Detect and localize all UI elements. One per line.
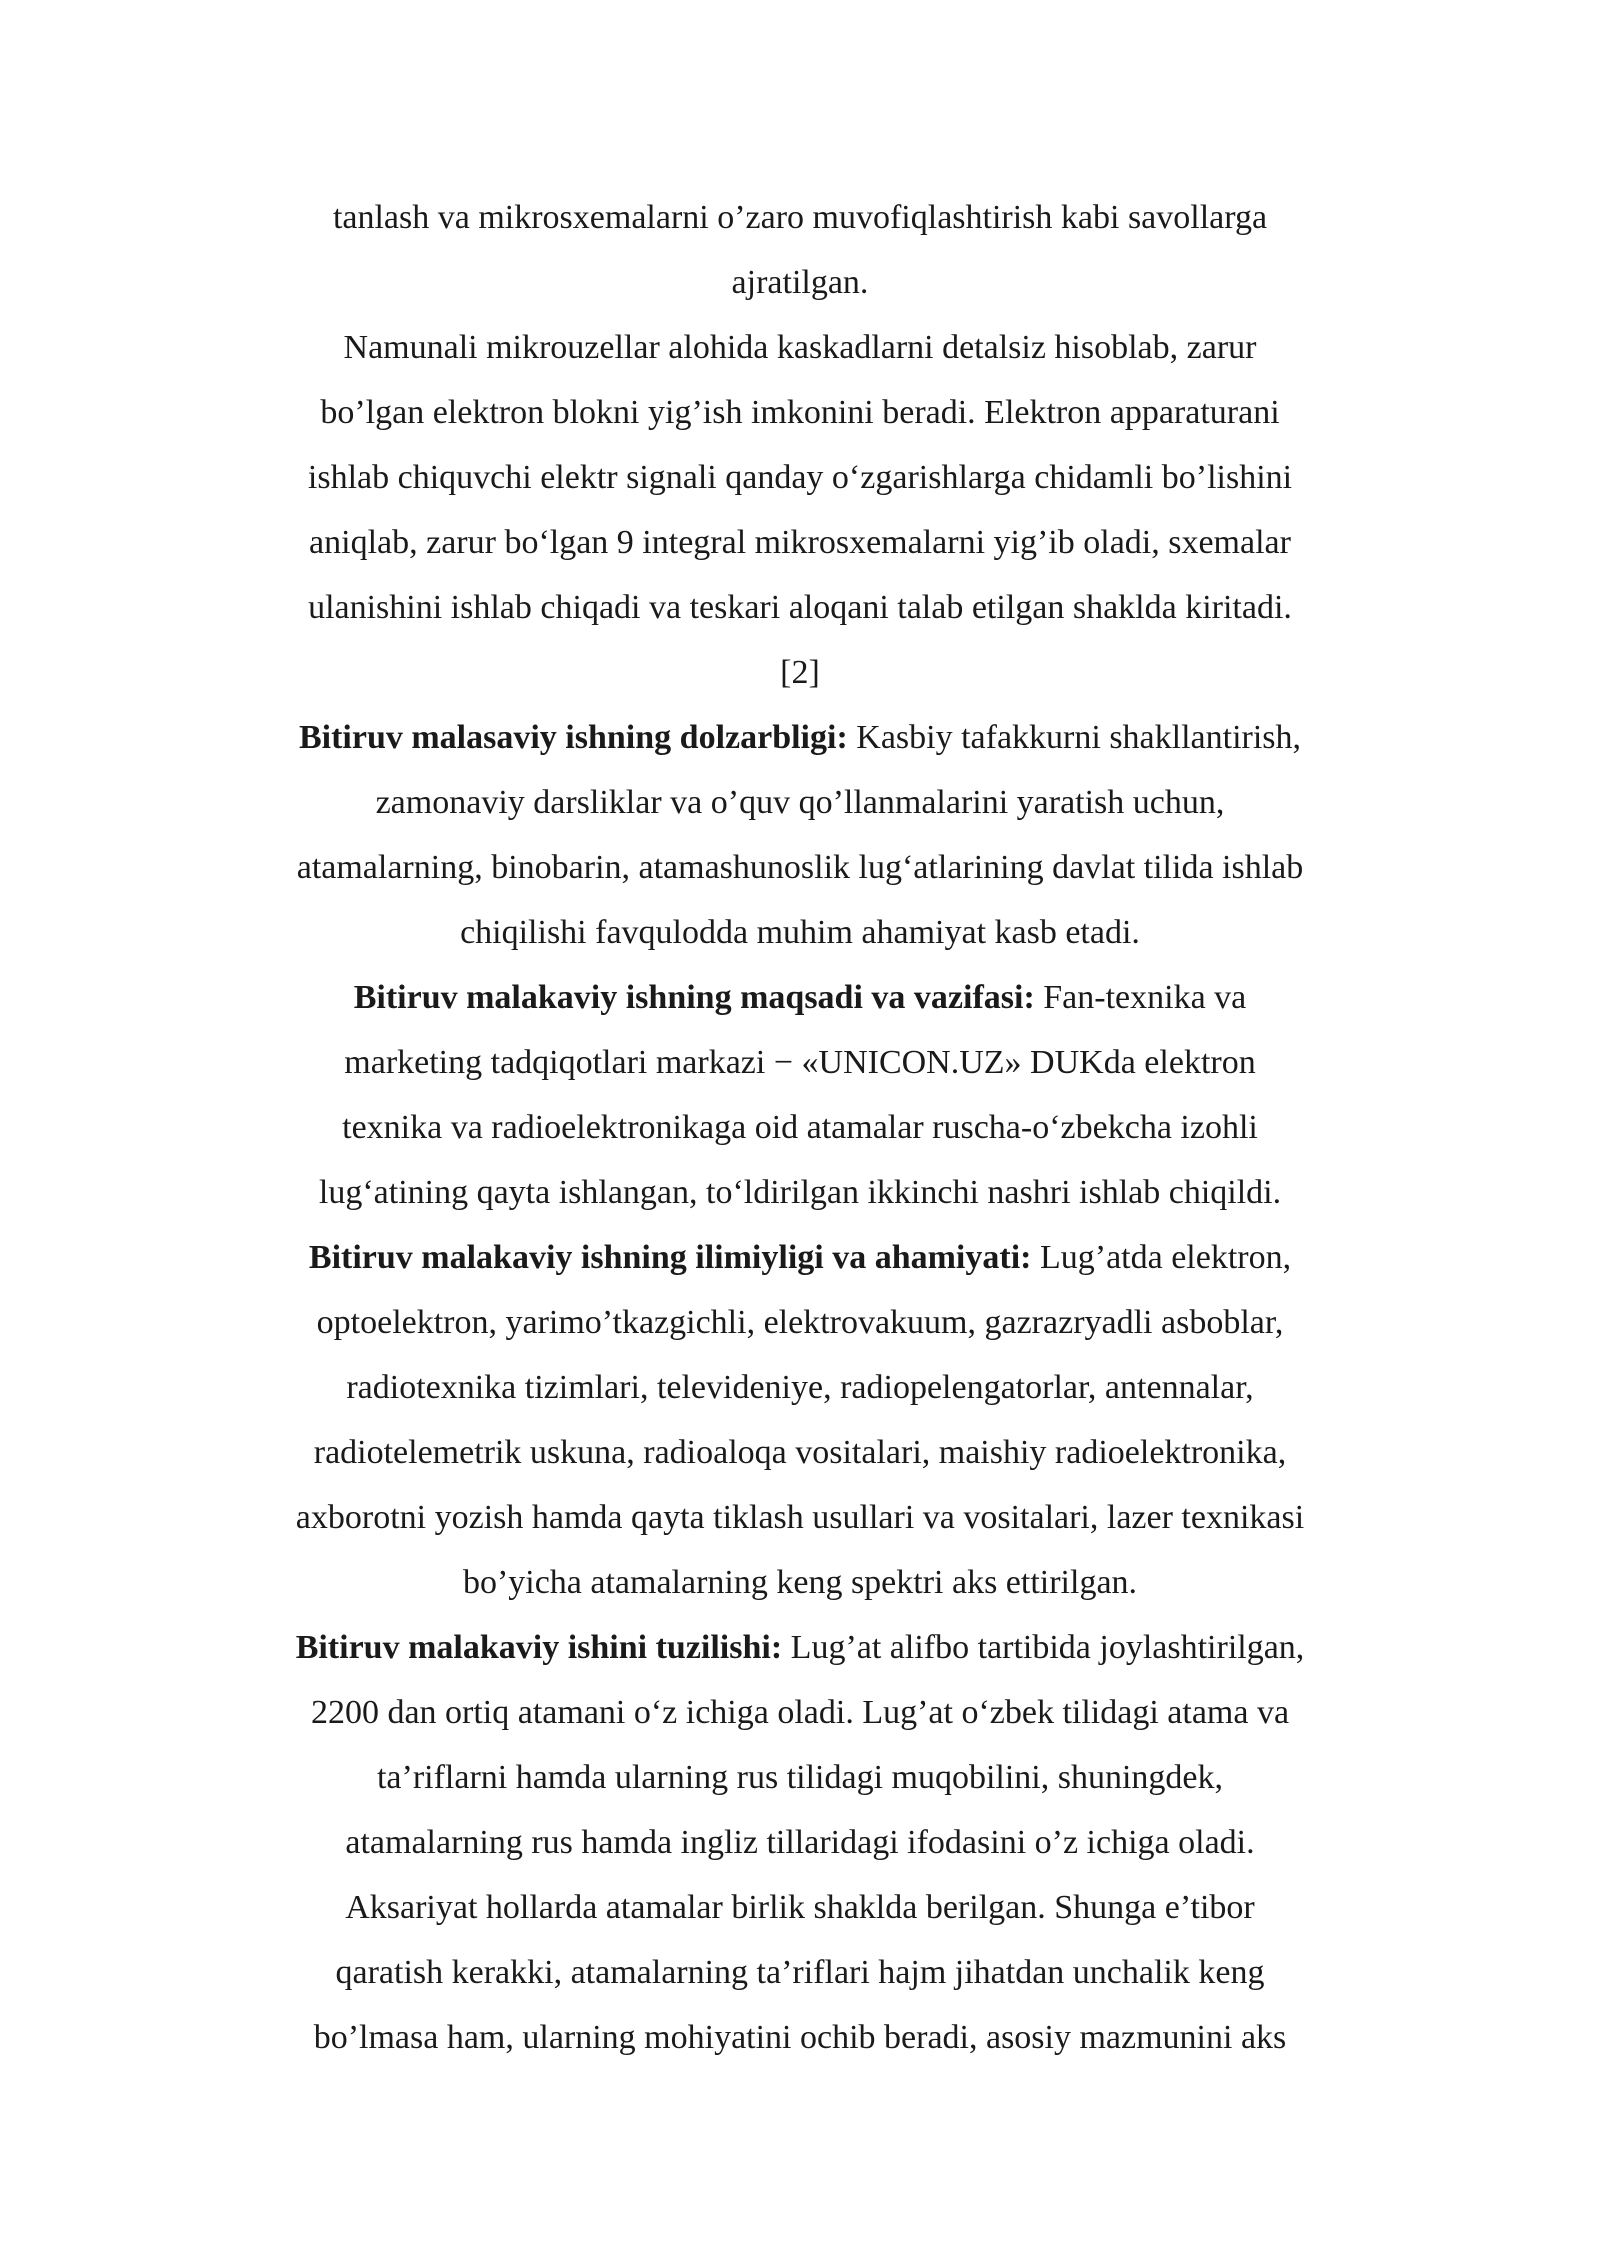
section-heading: Bitiruv malakaviy ishning ilimiyligi va ahamiyati:: [308, 1239, 1032, 1276]
section-heading: Bitiruv malakaviy ishning maqsadi va vazifasi:: [353, 979, 1035, 1016]
text-line: Namunali mikrouzellar alohida kaskadlarni detalsiz hisoblab, zarur: [343, 329, 1257, 366]
text-line: atamalarning, binobarin, atamashunoslik lug‘atlarining davlat tilida ishlab: [296, 849, 1304, 886]
text-line: tanlash va mikrosxemalarni o’zaro muvofiqlashtirish kabi savollarga: [332, 199, 1268, 236]
text-line: ajratilgan.: [731, 264, 869, 301]
text-run: Kasbiy tafakkurni shakllantirish,: [847, 719, 1302, 756]
section-heading: Bitiruv malasaviy ishning dolzarbligi:: [298, 719, 848, 756]
paragraph-goals: [240, 965, 1360, 1225]
text-line: lug‘atining qayta ishlangan, to‘ldirilgan ikkinchi nashri ishlab chiqildi.: [318, 1174, 1282, 1211]
text-line: zamonaviy darsliklar va o’quv qo’llanmalarini yaratish uchun,: [375, 784, 1225, 821]
text-line: ulanishini ishlab chiqadi va teskari aloqani talab etilgan shaklda kiritadi.: [308, 589, 1292, 626]
text-line: [240, 705, 1360, 770]
text-line: axborotni yozish hamda qayta tiklash usullari va vositalari, lazer texnikasi: [295, 1499, 1305, 1536]
document-page: [240, 185, 1360, 2070]
text-line: bo’lgan elektron blokni yig’ish imkonini beradi. Elektron apparaturani: [320, 394, 1280, 431]
section-heading: Bitiruv malakaviy ishini tuzilishi:: [295, 1629, 783, 1666]
text-line: aniqlab, zarur bo‘lgan 9 integral mikrosxemalarni yig’ib oladi, sxemalar: [309, 524, 1291, 561]
text-line: ishlab chiquvchi elektr signali qanday o‘zgarishlarga chidamli bo’lishini: [307, 459, 1293, 496]
text-line: atamalarning rus hamda ingliz tillaridagi ifodasini o’z ichiga oladi.: [345, 1824, 1255, 1861]
text-line: bo’yicha atamalarning keng spektri aks ettirilgan.: [462, 1564, 1138, 1601]
paragraph-1: [240, 185, 1360, 315]
text-line: Aksariyat hollarda atamalar birlik shaklda berilgan. Shunga e’tibor: [345, 1889, 1255, 1926]
text-run: Fan-texnika va: [1034, 979, 1247, 1016]
text-line: [240, 1615, 1360, 1680]
text-line: [240, 1225, 1360, 1290]
paragraph-structure: [240, 1615, 1360, 2070]
text-line: radiotexnika tizimlari, televideniye, radiopelengatorlar, antennalar,: [346, 1369, 1254, 1406]
citation-reference: [2]: [780, 654, 820, 691]
text-line: marketing tadqiqotlari markazi − «UNICON.UZ» DUKda elektron: [344, 1044, 1256, 1081]
text-line: 2200 dan ortiq atamani o‘z ichiga oladi. Lug’at o‘zbek tilidagi atama va: [310, 1694, 1290, 1731]
paragraph-significance: [240, 1225, 1360, 1615]
text-run: Lug’at alifbo tartibida joylashtirilgan,: [782, 1629, 1305, 1666]
text-run: Lug’atda elektron,: [1031, 1239, 1292, 1276]
text-line: chiqilishi favqulodda muhim ahamiyat kasb etadi.: [460, 914, 1140, 951]
text-line: texnika va radioelektronikaga oid atamalar ruscha-o‘zbekcha izohli: [342, 1109, 1258, 1146]
paragraph-relevance: [240, 705, 1360, 965]
text-line: radiotelemetrik uskuna, radioaloqa vositalari, maishiy radioelektronika,: [313, 1434, 1287, 1471]
text-line: optoelektron, yarimo’tkazgichli, elektrovakuum, gazrazryadli asboblar,: [316, 1304, 1284, 1341]
text-line: ta’riflarni hamda ularning rus tilidagi muqobilini, shuningdek,: [376, 1759, 1224, 1796]
paragraph-2: [240, 315, 1360, 705]
text-line: qaratish kerakki, atamalarning ta’riflari hajm jihatdan unchalik keng: [335, 1954, 1265, 1991]
text-line: bo’lmasa ham, ularning mohiyatini ochib beradi, asosiy mazmunini aks: [313, 2019, 1287, 2056]
text-line: [240, 965, 1360, 1030]
